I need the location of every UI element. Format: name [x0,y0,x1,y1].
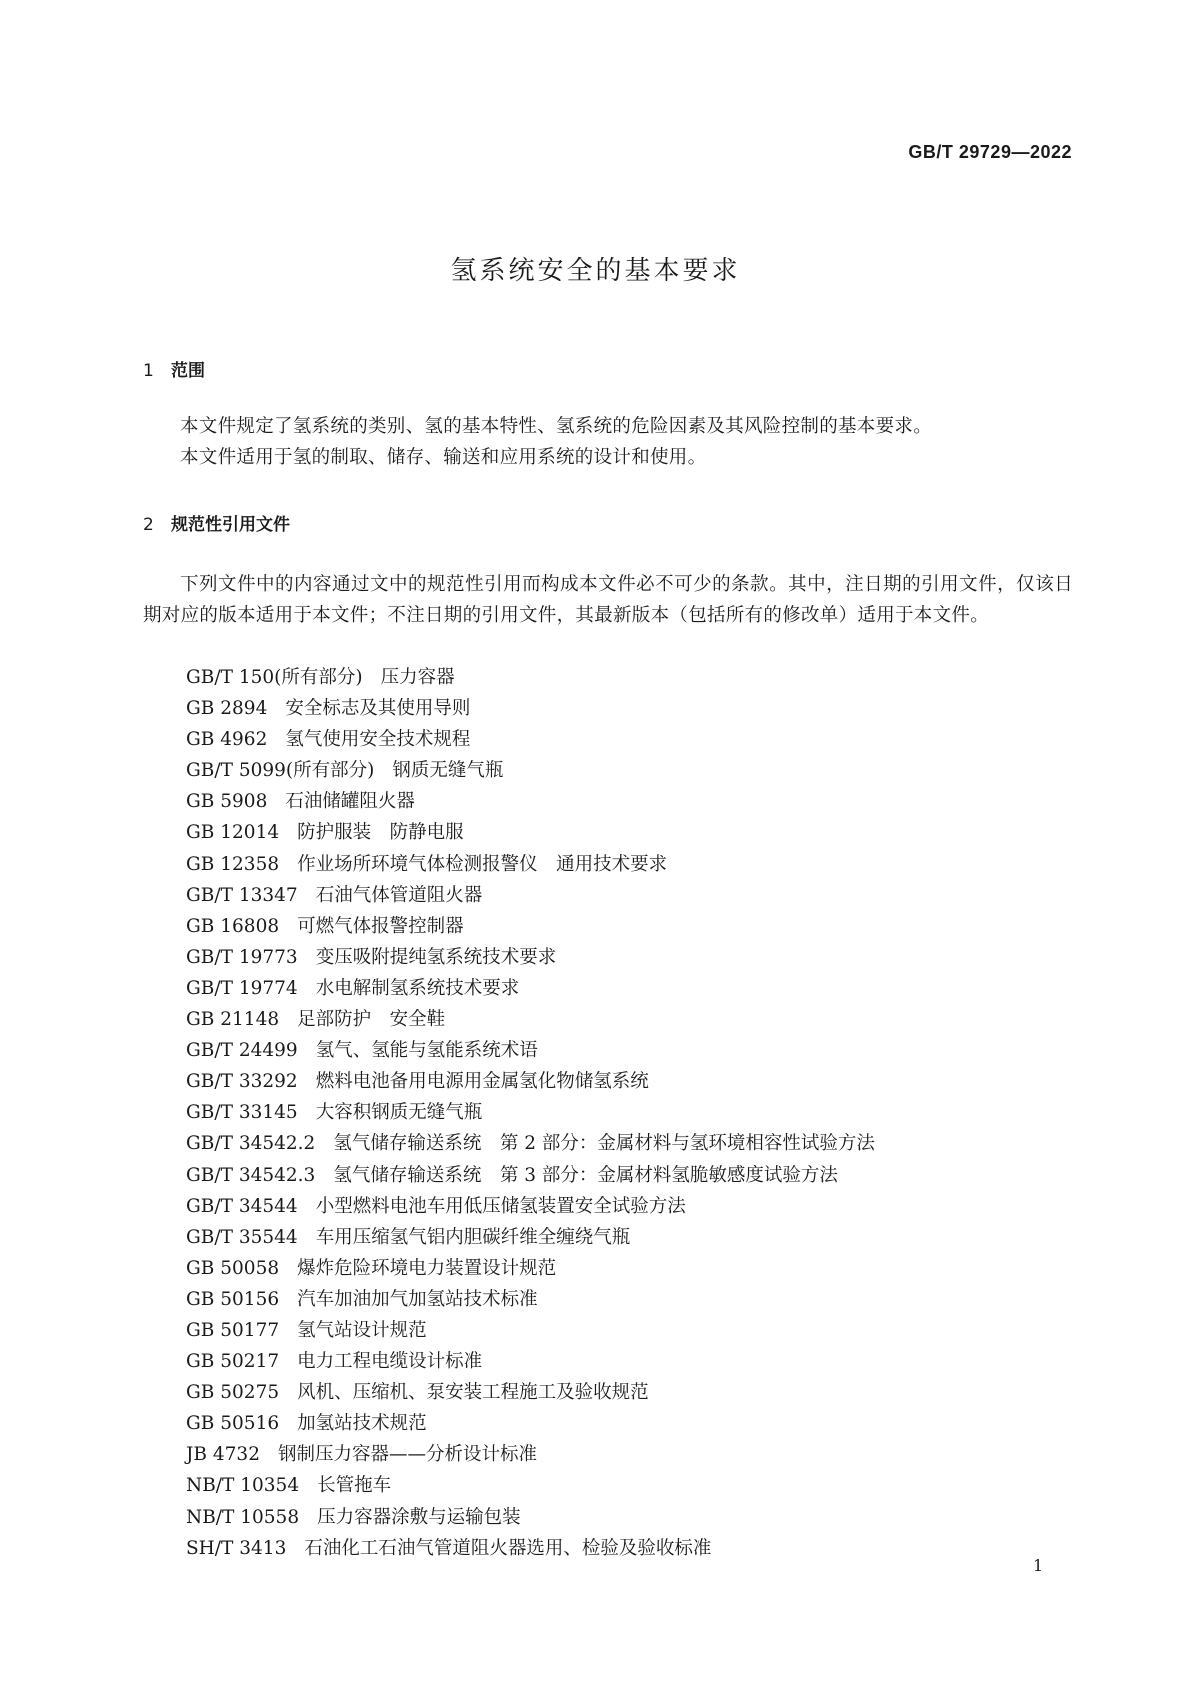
reference-code: GB 4962 [186,729,268,751]
reference-title: 变压吸附提纯氢系统技术要求 [315,946,557,968]
reference-title: 大容积钢质无缝气瓶 [315,1102,483,1124]
reference-code: GB 50156 [186,1288,280,1310]
reference-item [186,1191,875,1222]
reference-title: 长管拖车 [317,1475,392,1497]
reference-item [186,1066,875,1097]
section-heading-normative-references [143,510,290,535]
references-intro [143,569,1073,631]
reference-item [186,1284,875,1315]
section-number: 2 [143,515,154,535]
section-number: 1 [143,361,154,381]
page-number: 1 [1033,1556,1044,1575]
reference-title: 压力容器 [380,667,455,688]
reference-code: GB/T 35544 [186,1226,298,1248]
reference-title: 电力工程电缆设计标准 [297,1351,483,1373]
reference-item [186,1377,875,1408]
reference-item [186,1160,875,1191]
reference-code: GB/T 34544 [186,1195,298,1217]
reference-title: 钢质无缝气瓶 [392,760,504,782]
reference-item [186,1253,875,1284]
reference-item [186,1035,875,1066]
document-title: 氢系统安全的基本要求 [450,256,741,286]
reference-item [186,1502,875,1533]
reference-title: 钢制压力容器——分析设计标准 [277,1444,537,1466]
reference-item [186,1128,875,1159]
reference-code: GB/T 34542.2 [186,1133,316,1155]
reference-title: 氢气储存输送系统 第 3 部分：金属材料氢脆敏感度试验方法 [333,1164,838,1186]
section-title: 范围 [171,361,205,381]
reference-code: GB 50058 [186,1257,280,1279]
reference-title: 汽车加油加气加氢站技术标准 [297,1288,538,1310]
reference-item [186,755,875,786]
reference-code: NB/T 10558 [186,1506,300,1528]
reference-title: 作业场所环境气体检测报警仪 通用技术要求 [297,853,668,875]
reference-title: 可燃气体报警控制器 [297,915,464,937]
reference-code: GB 2894 [186,698,268,720]
reference-code: GB/T 34542.3 [186,1164,316,1186]
reference-item [186,1346,875,1377]
reference-item [186,849,875,880]
reference-code: GB 21148 [186,1009,280,1031]
section-heading-scope [143,356,205,381]
reference-code: GB/T 19774 [186,977,298,999]
reference-title: 石油储罐阻火器 [285,791,415,813]
reference-code: GB 12014 [186,822,280,844]
reference-code: GB 50275 [186,1382,280,1404]
reference-item [186,1470,875,1501]
reference-code: JB 4732 [186,1444,260,1466]
reference-code: GB/T 5099(所有部分) [186,760,375,782]
reference-title: 石油气体管道阻火器 [315,884,483,906]
reference-code: GB/T 33292 [186,1071,298,1093]
reference-title: 爆炸危险环境电力装置设计规范 [297,1257,557,1279]
reference-code: GB 12358 [186,853,280,875]
reference-item [186,662,875,693]
reference-code: GB/T 24499 [186,1040,298,1062]
reference-code: GB/T 19773 [186,946,298,968]
reference-title: 风机、压缩机、泵安装工程施工及验收规范 [297,1382,649,1404]
reference-code: GB 50516 [186,1413,280,1435]
paragraph: 下列文件中的内容通过文中的规范性引用而构成本文件必不可少的条款。其中，注日期的引用文件，仅该日期对应的版本适用于本文件；不注日期的引用文件，其最新版本（包括所有的修改单）适用于本文件。 [143,574,1073,626]
reference-item [186,1439,875,1470]
reference-item [186,786,875,817]
reference-title: 足部防护 安全鞋 [297,1009,446,1031]
reference-title: 氢气站设计规范 [297,1319,427,1341]
reference-code: GB 50177 [186,1319,280,1341]
reference-code: GB/T 13347 [186,884,298,906]
reference-item [186,1004,875,1035]
standard-number: GB/T 29729—2022 [908,142,1072,162]
reference-title: 防护服装 防静电服 [297,822,464,844]
reference-item [186,942,875,973]
paragraph: 本文件适用于氢的制取、储存、输送和应用系统的设计和使用。 [180,447,707,468]
reference-item [186,880,875,911]
reference-title: 压力容器涂敷与运输包装 [317,1506,521,1528]
reference-title: 氢气、氢能与氢能系统术语 [315,1040,538,1062]
reference-item [186,973,875,1004]
scope-paragraphs [143,411,1073,473]
reference-item [186,1097,875,1128]
reference-title: 安全标志及其使用导则 [285,698,471,720]
reference-title: 氢气储存输送系统 第 2 部分：金属材料与氢环境相容性试验方法 [333,1133,875,1155]
reference-code: NB/T 10354 [186,1475,300,1497]
reference-item [186,724,875,755]
reference-code: GB 16808 [186,915,280,937]
reference-code: GB/T 33145 [186,1102,298,1124]
reference-title: 石油化工石油气管道阻火器选用、检验及验收标准 [304,1537,712,1559]
reference-item [186,693,875,724]
reference-item [186,911,875,942]
reference-item [186,1222,875,1253]
reference-title: 燃料电池备用电源用金属氢化物储氢系统 [315,1071,649,1093]
reference-title: 小型燃料电池车用低压储氢装置安全试验方法 [315,1195,686,1217]
reference-title: 车用压缩氢气铝内胆碳纤维全缠绕气瓶 [315,1226,631,1248]
reference-list [186,662,875,1564]
reference-code: SH/T 3413 [186,1537,287,1559]
reference-code: GB 50217 [186,1351,280,1373]
section-title: 规范性引用文件 [171,515,290,535]
paragraph: 本文件规定了氢系统的类别、氢的基本特性、氢系统的危险因素及其风险控制的基本要求。 [180,416,933,437]
reference-title: 氢气使用安全技术规程 [285,729,471,751]
reference-item [186,1408,875,1439]
reference-title: 加氢站技术规范 [297,1413,427,1435]
reference-code: GB/T 150(所有部分) [186,667,363,688]
reference-item [186,817,875,848]
reference-item [186,1315,875,1346]
reference-title: 水电解制氢系统技术要求 [315,977,520,999]
reference-code: GB 5908 [186,791,268,813]
reference-item [186,1533,875,1564]
